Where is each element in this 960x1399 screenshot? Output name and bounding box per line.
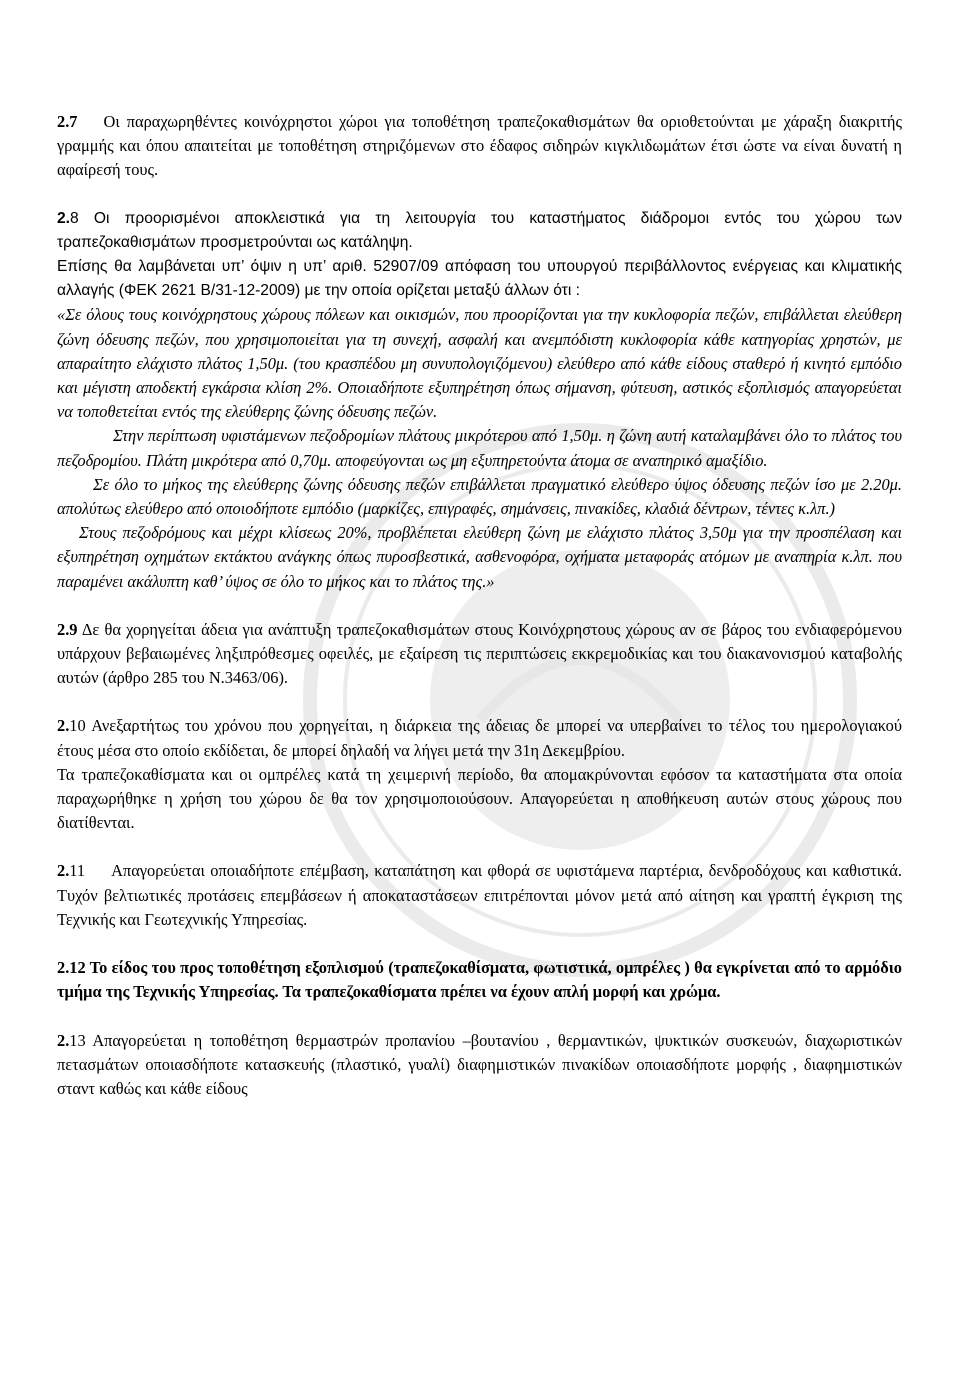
section-2-8: 2.8 Οι προορισμένοι αποκλειστικά για τη λειτουργία του καταστήματος διάδρομοι εντός του χώρου των τραπεζοκαθισμάτων προσμετρούνται ως κατάληψη. xyxy=(57,209,902,251)
section-2-12: 2.12 Το είδος του προς τοποθέτηση εξοπλισμού (τραπεζοκαθίσματα, φωτιστικά, ομπρέλες ) θα εγκρίνεται από το αρμόδιο τμήμα της Τεχνικής Υπηρεσίας. Τα τραπεζοκαθίσματα πρέπει να έχουν απλή μορφή και χρώμα. xyxy=(57,958,902,1002)
section-2-8-reference: Επίσης θα λαμβάνεται υπ’ όψιν η υπ’ αριθ. 52907/09 απόφαση του υπουργού περιβάλλοντος ενέργειας και κλιματικής αλλαγής (ΦΕΚ 2621 Β/31-12-2009) με την οποία ορίζεται μεταξύ άλλων ότι : xyxy=(57,258,902,300)
section-text: Δε θα χορηγείται άδεια για ανάπτυξη τραπεζοκαθισμάτων στους Κοινόχρηστους χώρους αν σε βάρος του ενδιαφερόμενου υπάρχουν βεβαιωμένες ληξιπρόθεσμες οφειλές, με εξαίρεση τις περιπτώσεις εκκρεμοδικίας και του διακανονισμού καταβολής αυτών (άρθρο 285 του Ν.3463/06). xyxy=(57,619,902,688)
quote-paragraph-2: Στην περίπτωση υφιστάμενων πεζοδρομίων πλάτους μικρότερου από 1,50μ. η ζώνη αυτή καταλαμβάνει όλο το πλάτος του πεζοδρομίου. Πλάτη μικρότερα από 0,70μ. αποφεύγονται ως μη εξυπηρετούντα άτομα σε αναπηρικό αμαξίδιο. xyxy=(57,426,902,470)
section-2-10: 2.10 Ανεξαρτήτως του χρόνου που χορηγείται, η διάρκεια της άδειας δε μπορεί να υπερβαίνει το τέλος του ημερολογιακού έτους μέσα στο οποίο εκδίδεται, δε μπορεί δηλαδή να λήγει μετά την 31η Δεκεμβρίου. xyxy=(57,716,902,760)
section-text: Απαγορεύεται οποιαδήποτε επέμβαση, καταπάτηση και φθορά σε υφιστάμενα παρτέρια, δενδροδόχους και καθιστικά. Τυχόν βελτιωτικές προτάσεις επεμβάσεων ή αποκαταστάσεων επιτρέπονται μόνον μετά από αίτηση και γραπτή έγκριση της Τεχνικής και Γεωτεχνικής Υπηρεσίας. xyxy=(57,861,902,929)
section-number: 2.7 xyxy=(57,112,78,131)
section-text: Οι προορισμένοι αποκλειστικά για τη λειτουργία του καταστήματος διάδρομοι εντός του χώρου των τραπεζοκαθισμάτων προσμετρούνται ως κατάληψη. xyxy=(57,209,902,251)
quote-paragraph-4: Στους πεζοδρόμους και μέχρι κλίσεως 20%, προβλέπεται ελεύθερη ζώνη με ελάχιστο πλάτος 3,50μ για την προσπέλαση και εξυπηρέτηση οχημάτων εκτάκτου ανάγκης όπως πυροσβεστικά, ασθενοφόρα, οχήματα μεταφοράς ατόμων με αναπηρία κ.λπ. που παραμένει ακάλυπτη καθ’ ύψος σε όλο το μήκος και το πλάτος της.» xyxy=(57,523,902,591)
section-2-11: 2.11 Απαγορεύεται οποιαδήποτε επέμβαση, καταπάτηση και φθορά σε υφιστάμενα παρτέρια, δενδροδόχους και καθιστικά. Τυχόν βελτιωτικές προτάσεις επεμβάσεων ή αποκαταστάσεων επιτρέπονται μόνον μετά από αίτηση και γραπτή έγκριση της Τεχνικής και Γεωτεχνικής Υπηρεσίας. xyxy=(57,861,902,929)
document-page xyxy=(57,110,902,1101)
section-2-13: 2.13 Απαγορεύεται η τοποθέτηση θερμαστρών προπανίου –βουτανίου , θερμαντικών, ψυκτικών συσκευών, διαχωριστικών πετασμάτων οποιασδήποτε κατασκευής (πλαστικό, γυαλί) διαφημιστικών πινακίδων οποιασδήποτε μορφής , διαφημιστικών σταντ καθώς και κάθε είδους xyxy=(57,1030,902,1098)
quote-paragraph-1: «Σε όλους τους κοινόχρηστους χώρους πόλεων και οικισμών, που προορίζονται για την κυκλοφορία πεζών, επιβάλλεται ελεύθερη ζώνη όδευσης πεζών, που χρησιμοποιείται για τη συνεχή, ασφαλή και ανεμπόδιστη κυκλοφορία κάθε κατηγορίας χρηστών, με απαραίτητο ελάχιστο πλάτος 1,50μ. (του κρασπέδου μη συνυπολογιζόμενου) ελεύθερο από κάθε είδους σταθερό ή κινητό εμπόδιο και μέγιστη αποδεκτή εγκάρσια κλίση 2%. Οποιαδήποτε εξυπηρέτηση όπως σήμανση, φύτευση, αστικός εξοπλισμός απαγορεύεται να τοποθετείται εντός της ελεύθερης ζώνης όδευσης πεζών. xyxy=(57,305,902,422)
section-number: 2.9 xyxy=(57,619,78,639)
section-text: Απαγορεύεται η τοποθέτηση θερμαστρών προπανίου –βουτανίου , θερμαντικών, ψυκτικών συσκευών, διαχωριστικών πετασμάτων οποιασδήποτε κατασκευής (πλαστικό, γυαλί) διαφημιστικών πινακίδων οποιασδήποτε μορφής , διαφημιστικών σταντ καθώς και κάθε είδους xyxy=(57,1030,902,1098)
section-text: Οι παραχωρηθέντες κοινόχρηστοι χώροι για τοποθέτηση τραπεζοκαθισμάτων θα οριοθετούνται με χάραξη διακριτής γραμμής και όπου απαιτείται με τοποθέτηση στηριζόμενων στο έδαφος σιδηρών κιγκλιδωμάτων έτσι ώστε να είναι δυνατή η αφαίρεσή τους. xyxy=(57,112,902,180)
section-2-10-winter: Τα τραπεζοκαθίσματα και οι ομπρέλες κατά τη χειμερινή περίοδο, θα απομακρύνονται εφόσον τα καταστήματα στα οποία παραχωρήθηκε η χρήση του χώρου δε θα τον χρησιμοποιούσουν. Απαγορεύεται η αποθήκευση αυτών στους χώρους που διατίθενται. xyxy=(57,764,902,833)
section-2-7 xyxy=(57,110,902,183)
section-2-9 xyxy=(57,618,902,691)
section-text: Ανεξαρτήτως του χρόνου που χορηγείται, η διάρκεια της άδειας δε μπορεί να υπερβαίνει το τέλος του ημερολογιακού έτους μέσα στο οποίο εκδίδεται, δε μπορεί δηλαδή να λήγει μετά την 31η Δεκεμβρίου. xyxy=(57,716,902,760)
quote-paragraph-3: Σε όλο το μήκος της ελεύθερης ζώνης όδευσης πεζών επιβάλλεται πραγματικό ελεύθερο ύψος όδευσης πεζών ίσο με 2.20μ. απολύτως ελεύθερο από οποιοδήποτε εμπόδιο (μαρκίζες, επιγραφές, σημάνσεις, πινακίδες, κλαδιά δέντρων, τέντες κ.λπ.) xyxy=(57,474,902,519)
